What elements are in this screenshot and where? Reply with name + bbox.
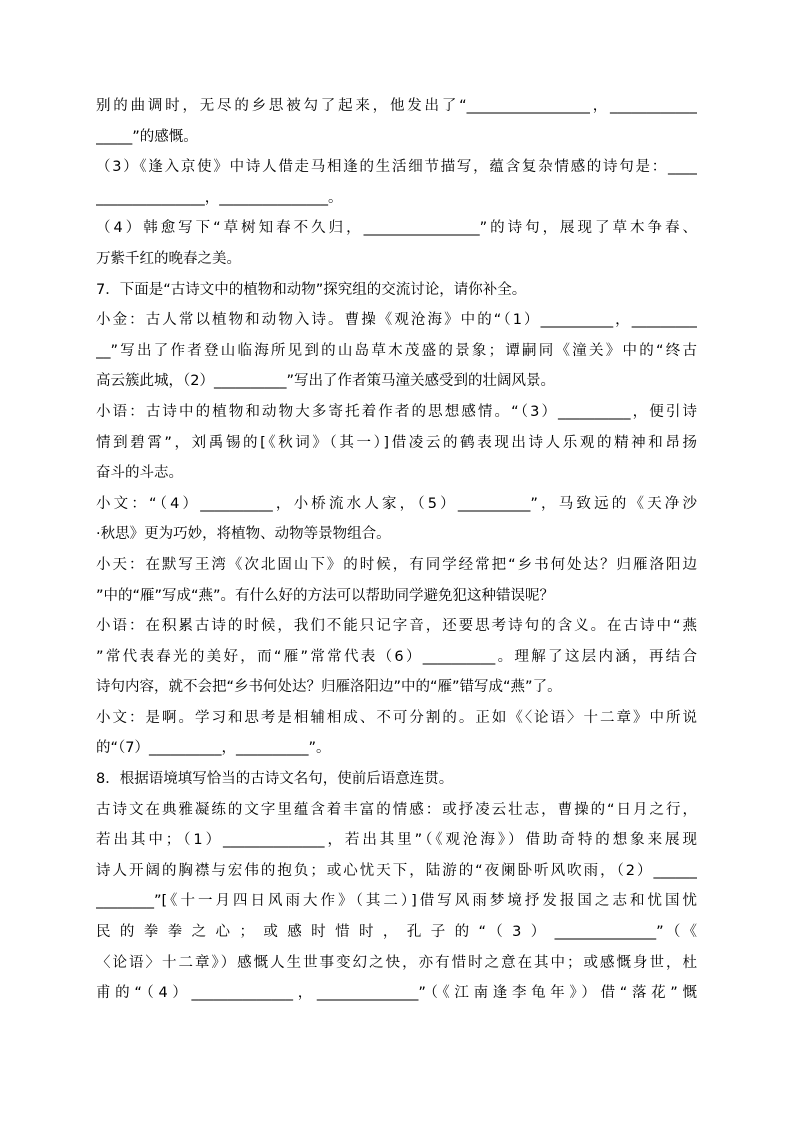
text-line: 小语：在积累古诗的时候，我们不能只记字音，还要思考诗句的含义。在古诗中“燕 (96, 618, 697, 635)
text-line: 诗人开阔的胸襟与宏伟的抱负；或心忧天下，陆游的“夜阑卧听风吹雨，（2）______ (96, 862, 697, 879)
text-line: _____”的感慨。 (96, 128, 198, 145)
question-heading: 7．下面是“古诗文中的植物和动物”探究组的交流讨论，请你补全。 (96, 281, 527, 298)
text-line: 民的拳拳之心；或感时惜时，孔子的“（3）______________”（《 (96, 924, 697, 941)
text-line: 若出其中；（1）______________，若出其里”（《观沧海》）借助奇特的想象来展现 (96, 832, 697, 849)
text-line: __”写出了作者登山临海所见到的山岛草木茂盛的景象；谭嗣同《潼关》中的“终古 (96, 342, 697, 359)
text-line: 情到碧霄”，刘禹锡的[《秋词》（其一）]借凌云的鹤表现出诗人乐观的精神和昂扬 (96, 434, 697, 451)
document-body (96, 91, 697, 1009)
text-line: ________”[《十一月四日风雨大作》（其二）]借写风雨梦境抒发报国之志和忧国忧 (96, 893, 697, 910)
text-line: ”常代表春光的美好，而“雁”常常代表（6）__________。理解了这层内涵，再结合 (96, 648, 697, 665)
text-line: 万紫千红的晚春之美。 (96, 250, 241, 267)
text-line: 奋斗的斗志。 (96, 465, 183, 482)
text-line: 古诗文在典雅凝练的文字里蕴含着丰富的情感：或抒凌云壮志，曹操的“日月之行， (96, 801, 697, 818)
text-line: 高云簇此城，（2）__________”写出了作者策马潼关感受到的壮阔风景。 (96, 373, 555, 390)
text-line: 小天：在默写王湾《次北固山下》的时候，有同学经常把“乡书何处达？归雁洛阳边 (96, 556, 697, 573)
text-line: 小文：是啊。学习和思考是相辅相成、不可分割的。正如《〈论语〉十二章》中所说 (96, 709, 697, 726)
text-line: ”中的“雁”写成“燕”。有什么好的方法可以帮助同学避免犯这种错误呢？ (96, 587, 555, 604)
text-line: 〈论语〉十二章》）感慨人生世事变幻之快，亦有惜时之意在其中；或感慨身世，杜 (96, 954, 697, 971)
text-line: 小文：“（4）__________，小桥流水人家，（5）__________”，马致远的《天净沙 (96, 495, 697, 512)
text-line: 诗句内容，就不会把“乡书何处达？归雁洛阳边”中的“雁”错写成“燕”了。 (96, 679, 562, 696)
text-line: （4）韩愈写下“草树知春不久归，________________”的诗句，展现了草木争春、 (96, 220, 697, 237)
text-line: 甫的“（4）______________，______________”（《江南逢李龟年》）借“落花”慨 (96, 985, 697, 1002)
text-line: ·秋思》更为巧妙，将植物、动物等景物组合。 (96, 526, 391, 543)
question-heading: 8．根据语境填写恰当的古诗文名句，使前后语意连贯。 (96, 771, 454, 788)
text-line: 小金：古人常以植物和动物入诗。曹操《观沧海》中的“（1）__________，_________ (96, 312, 697, 329)
text-line: （3）《逢入京使》中诗人借走马相逢的生活细节描写，蕴含复杂情感的诗句是：____ (96, 159, 697, 176)
text-line: _______________，_______________。 (96, 189, 343, 206)
text-line: 的“（7）__________，__________”。 (96, 740, 331, 757)
text-line: 小语：古诗中的植物和动物大多寄托着作者的思想感情。“（3）__________，便引诗 (96, 403, 697, 420)
text-line: 别的曲调时，无尽的乡思被勾了起来，他发出了“_________________，____________ (96, 98, 697, 114)
